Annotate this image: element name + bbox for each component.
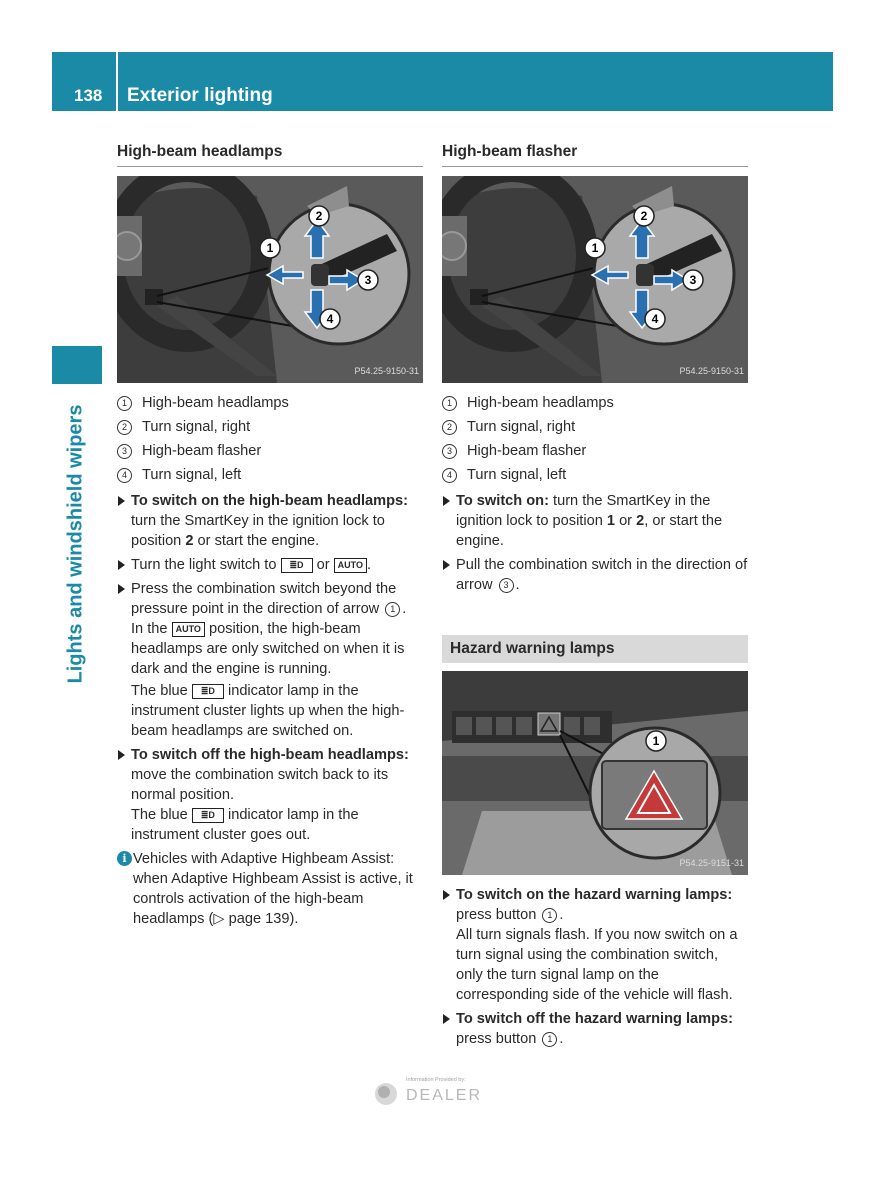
watermark-small-text: Information Provided by: [406,1077,466,1083]
legend-number: 1 [117,396,132,411]
instruction-step [117,745,423,845]
legend-number: 4 [442,468,457,483]
step-text: press button [456,907,541,923]
info-note [117,849,423,929]
legend-item [442,415,748,439]
callout-4: 4 [651,312,659,326]
step-text: turn the SmartKey in the ignition lock to position [456,493,711,529]
info-icon: i [117,851,132,866]
right-column [442,142,748,1049]
side-tab-label: Lights and windshield wipers [64,404,87,684]
steering-column-illustration [117,176,423,383]
steering-column-illustration [442,176,748,383]
callout-4: 4 [326,312,334,326]
callout-3: 3 [364,273,372,287]
instruction-step [442,885,748,1005]
page-number: 138 [74,86,103,105]
high-beam-symbol-icon: ≣D [192,684,224,699]
figure-combination-switch [442,176,748,383]
left-column [117,142,423,929]
instruction-step [442,1009,748,1049]
position-number: 2 [185,533,194,549]
dealer-watermark-logo [372,1072,507,1112]
step-title: To switch off the high-beam headlamps: [131,747,409,763]
step-text: press button [456,1031,541,1047]
legend-text: Turn signal, left [467,467,567,483]
high-beam-symbol-icon: ≣D [192,808,224,823]
figure-code: P54.25-9150-31 [679,366,744,376]
button-number: 1 [542,908,557,923]
step-text: move the combination switch back to its normal position. [131,767,389,803]
instruction-step [442,555,748,595]
step-title: To switch on the hazard warning lamps: [456,887,733,903]
legend-item [117,463,423,487]
legend-text: High-beam headlamps [467,395,614,411]
legend-text: Turn signal, left [142,467,242,483]
legend-text: Turn signal, right [467,419,576,435]
step-text: . [559,1031,564,1047]
step-text: or [615,513,637,529]
step-text: turn the SmartKey in the ignition lock to position [131,513,385,549]
section-heading-hazard-warning-lamps: Hazard warning lamps [442,635,748,663]
side-tab-marker [52,346,102,384]
legend-number: 4 [117,468,132,483]
auto-symbol-icon: AUTO [172,622,205,637]
figure-combination-switch [117,176,423,383]
note-text: ). [289,911,299,927]
section-heading-high-beam-flasher: High-beam flasher [442,142,748,167]
step-text: Pull the combination switch in the direction of arrow [456,557,748,593]
step-text: . [402,601,407,617]
step-title: To switch on: [456,493,549,509]
legend-number: 3 [117,444,132,459]
step-text: , or start the engine. [456,513,723,549]
instruction-step [442,491,748,551]
legend-item [442,391,748,415]
legend-item [117,391,423,415]
instruction-step [117,555,423,575]
legend-text: High-beam headlamps [142,395,289,411]
callout-2: 2 [640,209,648,223]
step-text: indicator lamp in the instrument cluster lights up when the high-beam headlamps are switched on. [131,683,405,739]
legend-item [117,415,423,439]
legend-number: 2 [117,420,132,435]
position-number: 2 [636,513,645,529]
step-text: In the [131,621,172,637]
watermark-brand-text: DEALER [406,1087,483,1104]
step-text: indicator lamp in the instrument cluster goes out. [131,807,359,843]
section-heading-high-beam-headlamps: High-beam headlamps [117,142,423,167]
instruction-step [117,491,423,551]
legend-list [442,391,748,487]
legend-item [442,439,748,463]
step-text: . [515,577,520,593]
auto-symbol-icon: AUTO [334,558,367,573]
legend-number: 3 [442,444,457,459]
legend-item [442,463,748,487]
step-title: To switch off the hazard warning lamps: [456,1011,734,1027]
legend-number: 2 [442,420,457,435]
step-text: Turn the light switch to [131,557,281,573]
step-text: All turn signals flash. If you now switch on a turn signal using the combination switch, only the turn signal lamp on the corresponding side of the vehicle will flash. [456,927,738,1003]
page-reference-link[interactable]: ▷ page 139 [213,911,290,927]
figure-hazard-button [442,671,748,875]
figure-code: P54.25-9150-31 [354,366,419,376]
figure-code: P54.25-9151-31 [679,858,744,868]
page-header [52,52,833,111]
callout-1: 1 [266,241,274,255]
step-text: . [367,557,372,573]
center-console-illustration [442,671,748,875]
step-title: To switch on the high-beam headlamps: [131,493,409,509]
legend-list [117,391,423,487]
arrow-number: 1 [385,602,400,617]
high-beam-symbol-icon: ≣D [281,558,313,573]
header-divider [116,52,118,111]
legend-number: 1 [442,396,457,411]
step-text: The blue [131,683,192,699]
callout-1: 1 [652,734,660,748]
instruction-step [117,579,423,741]
button-number: 1 [542,1032,557,1047]
legend-text: Turn signal, right [142,419,251,435]
callout-2: 2 [315,209,323,223]
note-text: Vehicles with Adaptive Highbeam Assist: when Adaptive Highbeam Assist is active, it controls activation of the high-beam headlamps ( [133,851,413,927]
legend-item [117,439,423,463]
legend-text: High-beam flasher [142,443,262,459]
page-title: Exterior lighting [127,85,273,106]
position-number: 1 [606,513,616,529]
step-text: position, the high-beam headlamps are only switched on when it is dark and the engine is running. [131,621,405,677]
callout-1: 1 [591,241,599,255]
step-text: The blue [131,807,192,823]
callout-3: 3 [689,273,697,287]
legend-text: High-beam flasher [467,443,587,459]
arrow-number: 3 [499,578,514,593]
step-text: or [312,557,334,573]
dealer-logo-icon [372,1072,507,1112]
step-text: . [559,907,564,923]
step-text: or start the engine. [193,533,320,549]
step-text: Press the combination switch beyond the pressure point in the direction of arrow [131,581,397,617]
